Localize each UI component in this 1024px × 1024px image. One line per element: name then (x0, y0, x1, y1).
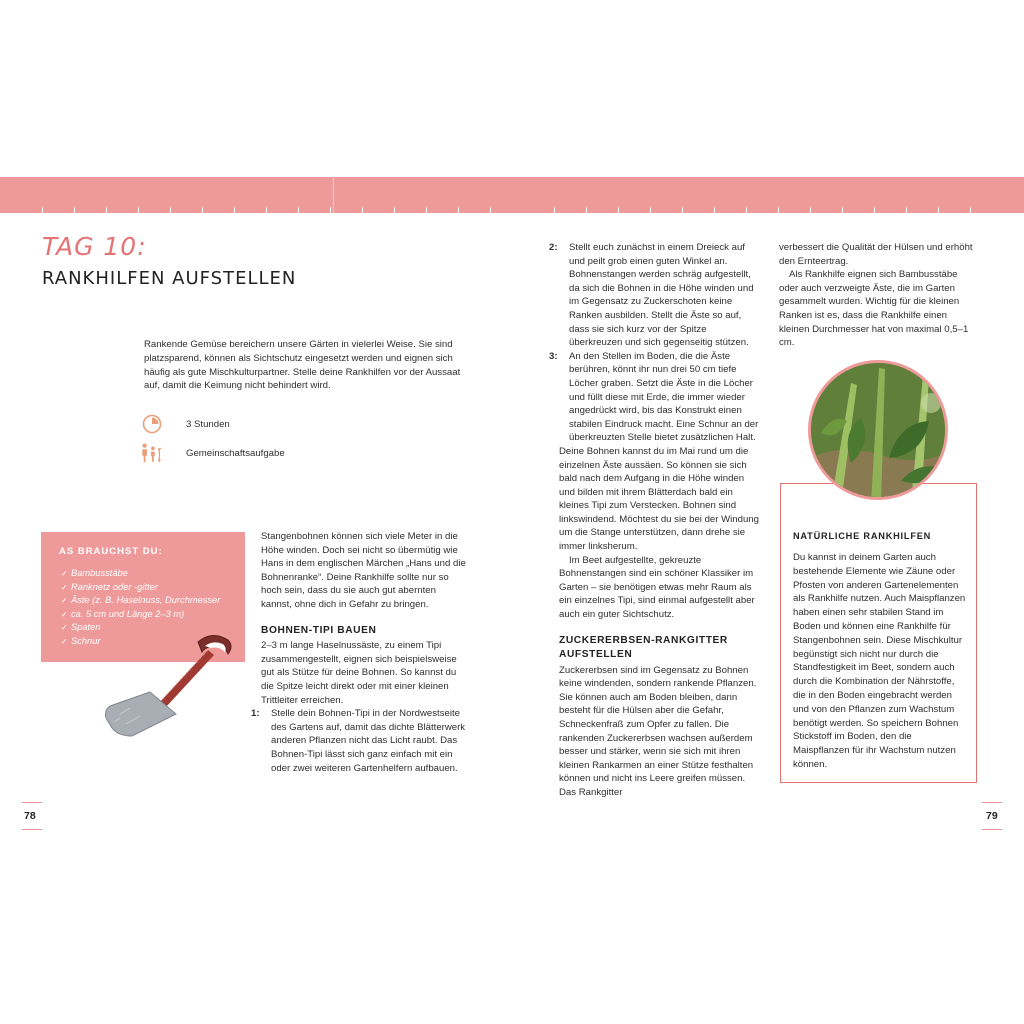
ruler-tick (74, 207, 75, 213)
page-number-rule (982, 829, 1002, 830)
section-heading-tipi: BOHNEN-TIPI BAUEN (261, 624, 377, 636)
ruler-tick (170, 207, 171, 213)
ruler-tick (778, 207, 779, 213)
header-band (0, 177, 1024, 213)
step-number: 1: (251, 708, 260, 720)
ruler-tick (490, 207, 491, 213)
ruler-tick (554, 207, 555, 213)
ruler-tick (42, 207, 43, 213)
ruler-tick (586, 207, 587, 213)
duration-row (140, 412, 230, 436)
list-item: ✓ Bambusstäbe (61, 567, 220, 581)
page-number-right: 79 (986, 810, 998, 822)
ruler-tick (842, 207, 843, 213)
page-number-rule (982, 802, 1002, 803)
list-item: ✓ Äste (z. B. Haselnuss, Durchmesser (61, 594, 220, 608)
band-seam (333, 177, 334, 213)
list-item: ✓ Schnur (61, 635, 220, 649)
body-intro: Stangenbohnen können sich viele Meter in die Höhe winden. Doch sei nicht so übermütig wie Hans in dem englischen Märchen „Hans und die Bohnenranke“. Deine Rankhilfe sollte nur so hoch sein, dass du sie auch gut abernten kannst, ohne dich in Gefahr zu bringen. (261, 531, 466, 610)
ruler-tick (650, 207, 651, 213)
ruler-tick (618, 207, 619, 213)
people-icon (140, 441, 164, 465)
intro-paragraph: Rankende Gemüse bereichern unsere Gärten in vielerlei Weise. Sie sind platzsparend, können als Sichtschutz eingesetzt werden und eignen sich häufig als gute Mischkulturpartner. Stelle deine Rankhilfen vor der Aussaat auf, damit die Keimung nicht behindert wird. (144, 339, 461, 392)
ruler-tick (714, 207, 715, 213)
list-item: ✓ Ranknetz oder -gitter (61, 581, 220, 595)
ruler-tick (970, 207, 971, 213)
ruler-tick (746, 207, 747, 213)
ruler-tick (362, 207, 363, 213)
section-text-tipi: 2–3 m lange Haselnussäste, zu einem Tipi zusammengestellt, eignen sich beispielsweise gut als Stütze für deine Bohnen. So kannst du die Spitze leicht direkt oder mit einer kleinen Trittleiter erreichen. (261, 640, 457, 706)
info-box-heading: NATÜRLICHE RANKHILFEN (793, 531, 932, 541)
step-text: Stellt euch zunächst in einem Dreieck auf und peilt grob einen guten Winkel an. Bohnenstangen werden schräg aufgestellt, da sich die Bohnen in die Höhe winden und im Gegensatz zu Zuckerschoten keine Ranken ausbilden. Stellt die Äste so auf, dass sie sich kurz vor der Spitze überkreuzen und sich gegenseitig stützen. (569, 242, 754, 349)
spade-illustration (80, 628, 250, 738)
ruler-tick (330, 207, 331, 213)
step-3 (549, 350, 762, 445)
paragraph: Als Rankhilfe eignen sich Bambusstäbe oder auch verzweigte Äste, die im Garten gesammelt wurden. Wichtig für die kleinen Ranken ist es, dass die Rankhilfe einen kleinen Durchmesser hat von maximal 0,5–1 cm. (779, 269, 969, 349)
right-text-column-1 (549, 241, 762, 800)
section-heading-peas: ZUCKERERBSEN-RANKGITTER AUFSTELLEN (559, 634, 728, 660)
right-text-column-2 (779, 241, 977, 350)
section-text-peas: Zuckererbsen sind im Gegensatz zu Bohnen keine windenden, sondern rankende Pflanzen. Sie können auch am Boden bleiben, dann besteht für die Hülsen aber die Gefahr, Schneckenfraß zum Opfer zu fallen. Die rankenden Zuckererbsen wachsen außerdem besser und stärker, wenn sie sich mit ihren kleinen Rankarmen an einer Stütze festhalten können und nicht ins Leere greifen müssen. Das Rankgitter (559, 664, 757, 798)
materials-heading: AS BRAUCHST DU: (59, 546, 163, 557)
ruler-tick (682, 207, 683, 213)
ruler-tick (458, 207, 459, 213)
info-box-text: Du kannst in deinem Garten auch bestehende Elemente wie Zäune oder Pfosten von anderen Gartenelementen als Rankhilfe nutzen. Auch Maispflanzen haben einen sehr stabilen Stand im Boden und können eine Rankhilfe für Stangenbohnen sein. Diese Mischkultur begünstigt sich nicht nur durch die Standfestigkeit im Beet, sondern auch durch die Kombination der Nährstoffe, die in den Boden eingebracht werden und von den Pflanzen zum Wachstum benötigt werden. So speichern Bohnen Stickstoff im Boden, den die Maispflanzen für ihr Wachstum nutzen können. (793, 552, 966, 770)
ruler-tick (906, 207, 907, 213)
page-number-left: 78 (24, 810, 36, 822)
day-title: TAG 10: (42, 232, 147, 261)
paragraph: verbessert die Qualität der Hülsen und erhöht den Ernteertrag. (779, 242, 973, 267)
clock-icon (140, 412, 164, 436)
ruler-tick (266, 207, 267, 213)
ruler-tick (810, 207, 811, 213)
step-2 (549, 241, 762, 350)
bean-plant-photo (808, 360, 948, 500)
ruler-tick (938, 207, 939, 213)
step-1 (251, 707, 467, 775)
ruler-tick (426, 207, 427, 213)
page-title: RANKHILFEN AUFSTELLEN (42, 268, 297, 289)
info-box (780, 483, 977, 783)
ruler-tick (138, 207, 139, 213)
list-item: ✓ Spaten (61, 621, 220, 635)
ruler-tick (874, 207, 875, 213)
left-text-column (251, 530, 467, 775)
ruler-tick (394, 207, 395, 213)
step-number: 2: (549, 242, 558, 253)
ruler-tick (106, 207, 107, 213)
paragraph: Im Beet aufgestellte, gekreuzte Bohnenstangen sind ein schöner Klassiker im Garten – sie benötigen etwas mehr Raum als ein einzelnes Tipi, sind einmal aufgestellt aber auch ein guter Sichtschutz. (559, 554, 755, 621)
step-number: 3: (549, 350, 558, 362)
paragraph: Deine Bohnen kannst du im Mai rund um die einzelnen Äste aussäen. So können sie sich bald nach dem Aufgang in die Höhe winden und bilden mit ihrem Blätterdach bald ein kleines Tipi zum Verstecken. Bohnen sind linkswindend. Möchtest du sie bei der Windung um die Stange unterstützen, dann drehe sie immer linksherum. (559, 445, 759, 553)
teamwork-text: Gemeinschaftsaufgabe (186, 447, 285, 459)
teamwork-row (140, 441, 285, 465)
ruler-tick (298, 207, 299, 213)
duration-text: 3 Stunden (186, 418, 230, 430)
page-number-rule (22, 802, 42, 803)
page-number-rule (22, 829, 42, 830)
step-text: An den Stellen im Boden, die die Äste berühren, könnt ihr nun drei 50 cm tiefe Löcher graben. Setzt die Äste in die Löcher und füllt diese mit Erde, die immer wieder angedrückt wird, bis das Konstrukt einen stabilen Eindruck macht. Eine Schnur an der überkreuzten Stelle bietet zusätzlichen Halt. (569, 350, 759, 444)
list-item: ✓ ca. 5 cm und Länge 2–3 m) (61, 608, 220, 622)
ruler-tick (234, 207, 235, 213)
step-text: Stelle dein Bohnen-Tipi in der Nordwestseite des Gartens auf, damit das dichte Blätterwerk anderen Pflanzen nicht das Licht raubt. Das Bohnen-Tipi lässt sich ganz einfach mit ein oder zwei weiteren Gartenhelfern aufbauen. (271, 708, 466, 774)
ruler-tick (202, 207, 203, 213)
